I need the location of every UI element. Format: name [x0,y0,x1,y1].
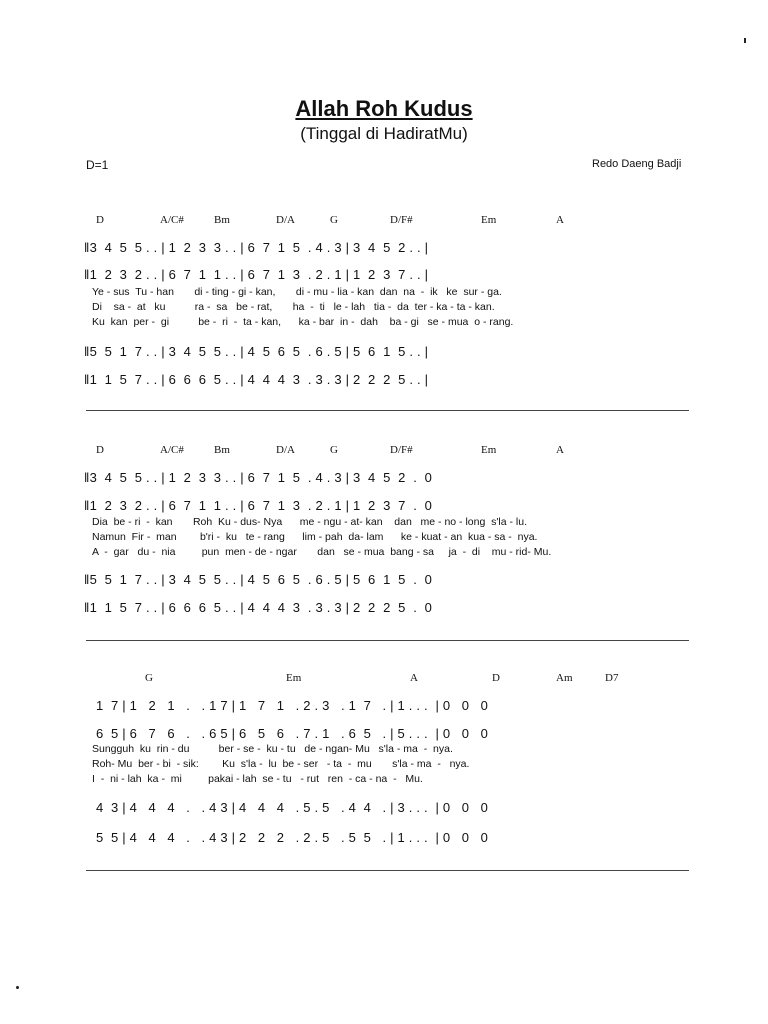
lyric-verse-2: Roh- Mu ber - bi - sik: Ku s'la - lu be - ser - ta - mu s'la - ma - nya. [92,758,470,770]
lyric-verse-2: Namun Fir - man b'ri - ku te - rang lim - pah da- lam ke - kuat - an kua - sa - nya. [92,531,538,543]
notation-line-alto: 6 5 | 6 7 6 . . 6 5 | 6 5 6 . 7 . 1 . 6 5 . | 5 . . . | 0 0 0 [96,726,489,741]
lyric-verse-3: Ku kan per - gi be - ri - ta - kan, ka - bar in - dah ba - gi se - mua o - rang. [92,316,514,328]
chord: D/A [276,444,295,456]
lyric-verse-3: A - gar du - nia pun men - de - ngar dan se - mua bang - sa ja - di mu - rid- Mu. [92,546,552,558]
chord: D/F# [390,214,413,226]
chord: Bm [214,444,230,456]
notation-line-soprano: 1 7 | 1 2 1 . . 1 7 | 1 7 1 . 2 . 3 . 1 7 . | 1 . . . | 0 0 0 [96,698,489,713]
chord: G [145,672,153,684]
chord: Em [481,444,497,456]
key-signature: D=1 [86,158,109,172]
chord: G [330,444,338,456]
chord: D [492,672,500,684]
lyric-verse-3: I - ni - lah ka - mi pakai - lah se - tu - rut ren - ca - na - Mu. [92,773,423,785]
notation-line-bass: ‖1 1 5 7 . . | 6 6 6 5 . . | 4 4 4 3 . 3 . 3 | 2 2 2 5 . 0 [84,600,433,615]
chord: D/F# [390,444,413,456]
scan-speck [744,38,746,43]
chord: A [556,214,564,226]
scan-speck [16,986,19,989]
section-divider [86,870,689,871]
composer-name: Redo Daeng Badji [592,158,682,170]
chord: Em [286,672,302,684]
lyric-verse-1: Sungguh ku rin - du ber - se - ku - tu de - ngan- Mu s'la - ma - nya. [92,743,453,755]
notation-line-soprano: ‖3 4 5 5 . . | 1 2 3 3 . . | 6 7 1 5 . 4 . 3 | 3 4 5 2 . 0 [84,470,433,485]
lyric-verse-1: Ye - sus Tu - han di - ting - gi - kan, di - mu - lia - kan dan na - ik ke sur - ga. [92,286,502,298]
chord: Em [481,214,497,226]
chord: A/C# [160,214,184,226]
chord: A/C# [160,444,184,456]
notation-line-bass: 5 5 | 4 4 4 . . 4 3 | 2 2 2 . 2 . 5 . 5 5 . | 1 . . . | 0 0 0 [96,830,489,845]
section-divider [86,410,689,411]
song-subtitle: (Tinggal di HadiratMu) [300,124,468,143]
song-title: Allah Roh Kudus [295,96,473,121]
notation-line-tenor: 4 3 | 4 4 4 . . 4 3 | 4 4 4 . 5 . 5 . 4 4 . | 3 . . . | 0 0 0 [96,800,489,815]
notation-line-tenor: ‖5 5 1 7 . . | 3 4 5 5 . . | 4 5 6 5 . 6 . 5 | 5 6 1 5 . . | [84,344,429,359]
chord: Bm [214,214,230,226]
notation-line-tenor: ‖5 5 1 7 . . | 3 4 5 5 . . | 4 5 6 5 . 6 . 5 | 5 6 1 5 . 0 [84,572,433,587]
notation-line-alto: ‖1 2 3 2 . . | 6 7 1 1 . . | 6 7 1 3 . 2 . 1 | 1 2 3 7 . . | [84,267,429,282]
chord: D/A [276,214,295,226]
chord: D [96,444,104,456]
lyric-verse-1: Dia be - ri - kan Roh Ku - dus- Nya me - ngu - at- kan dan me - no - long s'la - lu. [92,516,528,528]
chord: A [556,444,564,456]
notation-line-alto: ‖1 2 3 2 . . | 6 7 1 1 . . | 6 7 1 3 . 2 . 1 | 1 2 3 7 . 0 [84,498,433,513]
notation-line-bass: ‖1 1 5 7 . . | 6 6 6 5 . . | 4 4 4 3 . 3 . 3 | 2 2 2 5 . . | [84,372,429,387]
chord: A [410,672,418,684]
chord: Am [556,672,573,684]
notation-line-soprano: ‖3 4 5 5 . . | 1 2 3 3 . . | 6 7 1 5 . 4 . 3 | 3 4 5 2 . . | [84,240,429,255]
lyric-verse-2: Di sa - at ku ra - sa be - rat, ha - ti le - lah tia - da ter - ka - ta - kan. [92,301,495,313]
chord: D [96,214,104,226]
section-divider [86,640,689,641]
chord: G [330,214,338,226]
chord: D7 [605,672,619,684]
